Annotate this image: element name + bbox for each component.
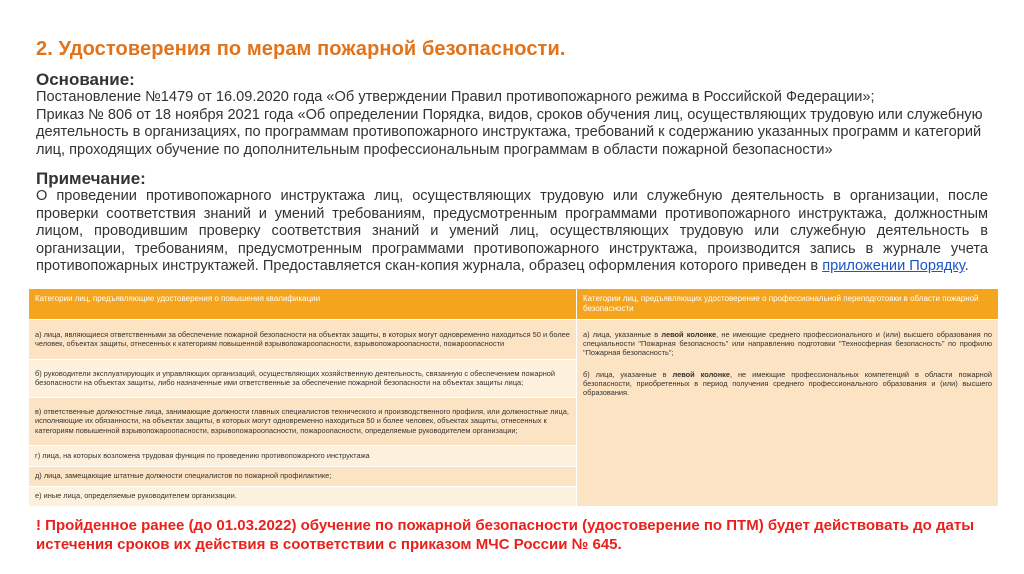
note-body: О проведении противопожарного инструктажа лиц, осуществляющих трудовую или служебную деятельность в организации, после проверки соответствия знаний и умений требованиям, предусмотренным программами противопожарного инструктажа, должностным лицом, проводившим проверку соответствия знаний и умений лиц, осуществляющих трудовую или служебную деятельность в организации, требованиям, предусмотренным программами противопожарного инструктажа, производится запись в журнале учета противопожарных инструктажей. Предоставляется скан-копия журнала, образец оформления которого приведен в <box>36 188 988 275</box>
table-header-row <box>29 289 999 320</box>
header-retraining: Категории лиц, предъявляющих удостоверение о профессиональной переподготовки в области пожарной безопасности <box>577 289 999 320</box>
retraining-item-a: а) лица, указанные в левой колонке, не имеющие среднего профессионального и (или) высшего образования по специальности "Пожарная безопасность" или направлению подготовки "Техносферная безопасность" по профилю "Пожарная безопасность"; <box>583 330 992 358</box>
basis-line-1: Постановление №1479 от 16.09.2020 года «Об утверждении Правил противопожарного режима в Российской Федерации»; <box>36 89 875 105</box>
categories-table <box>28 288 999 507</box>
basis-section <box>36 70 988 159</box>
note-heading: Примечание: <box>36 169 146 188</box>
row-f-left: е) иные лица, определяемые руководителем организации. <box>29 487 577 507</box>
slide-title: 2. Удостоверения по мерам пожарной безопасности. <box>36 38 566 60</box>
warning-text: ! Пройденное ранее (до 01.03.2022) обучение по пожарной безопасности (удостоверение по ПТМ) будет действовать до даты истечения сроков их действия в соответствии с приказом МЧС России № 645. <box>36 517 975 553</box>
row-b-left: б) руководители эксплуатирующих и управляющих организаций, осуществляющих хозяйственную деятельность, связанную с обеспечением пожарной безопасности на объектах защиты, либо назначенные ими ответственные за обеспечение пожарной безопасности на объектах защиты лица; <box>29 360 577 398</box>
row-e-left: д) лица, замещающие штатные должности специалистов по пожарной профилактике; <box>29 467 577 487</box>
row-d-left: г) лица, на которых возложена трудовая функция по проведению противопожарного инструктажа <box>29 446 577 467</box>
note-section <box>36 169 988 276</box>
row-a-left: а) лица, являющиеся ответственными за обеспечение пожарной безопасности на объектах защиты, в которых могут одновременно находиться 50 и более человек, объектах защиты, отнесенных к категориям повышенной взрывопожароопасности, взрывопожароопасности, пожароопасности <box>29 320 577 360</box>
row-c-left: в) ответственные должностные лица, занимающие должности главных специалистов технического и производственного профиля, или должностные лица, исполняющие их обязанности, на объектах защиты, в которых могут одновременно находиться 50 и более человек, объектах защиты, отнесенных к категориям повышенной взрывопожароопасности, взрывопожароопасности, пожароопасности, определяемые руководителем организации; <box>29 398 577 446</box>
retraining-cell <box>577 320 999 507</box>
retraining-item-b: б) лица, указанные в левой колонке, не имеющие профессиональных компетенций в области пожарной безопасности, приобретенных в период получения среднего профессионального образования и (или) высшего образования. <box>583 369 992 398</box>
basis-line-2: Приказ № 806 от 18 ноября 2021 года «Об определении Порядка, видов, сроков обучения лиц, осуществляющих трудовую или служебную деятельность в организациях, по программам противопожарного инструктажа, требований к содержанию указанных программ и категорий лиц, проходящих обучение по дополнительным профессиональным программам в области пожарной безопасности» <box>36 106 983 158</box>
basis-heading: Основание: <box>36 70 135 89</box>
appendix-link[interactable]: приложении Порядку <box>822 258 965 275</box>
note-text <box>36 188 988 276</box>
header-qualification: Категории лиц, предъявляющие удостоверения о повышения квалификации <box>29 289 577 320</box>
note-end: . <box>964 258 969 275</box>
table-row <box>29 320 999 360</box>
